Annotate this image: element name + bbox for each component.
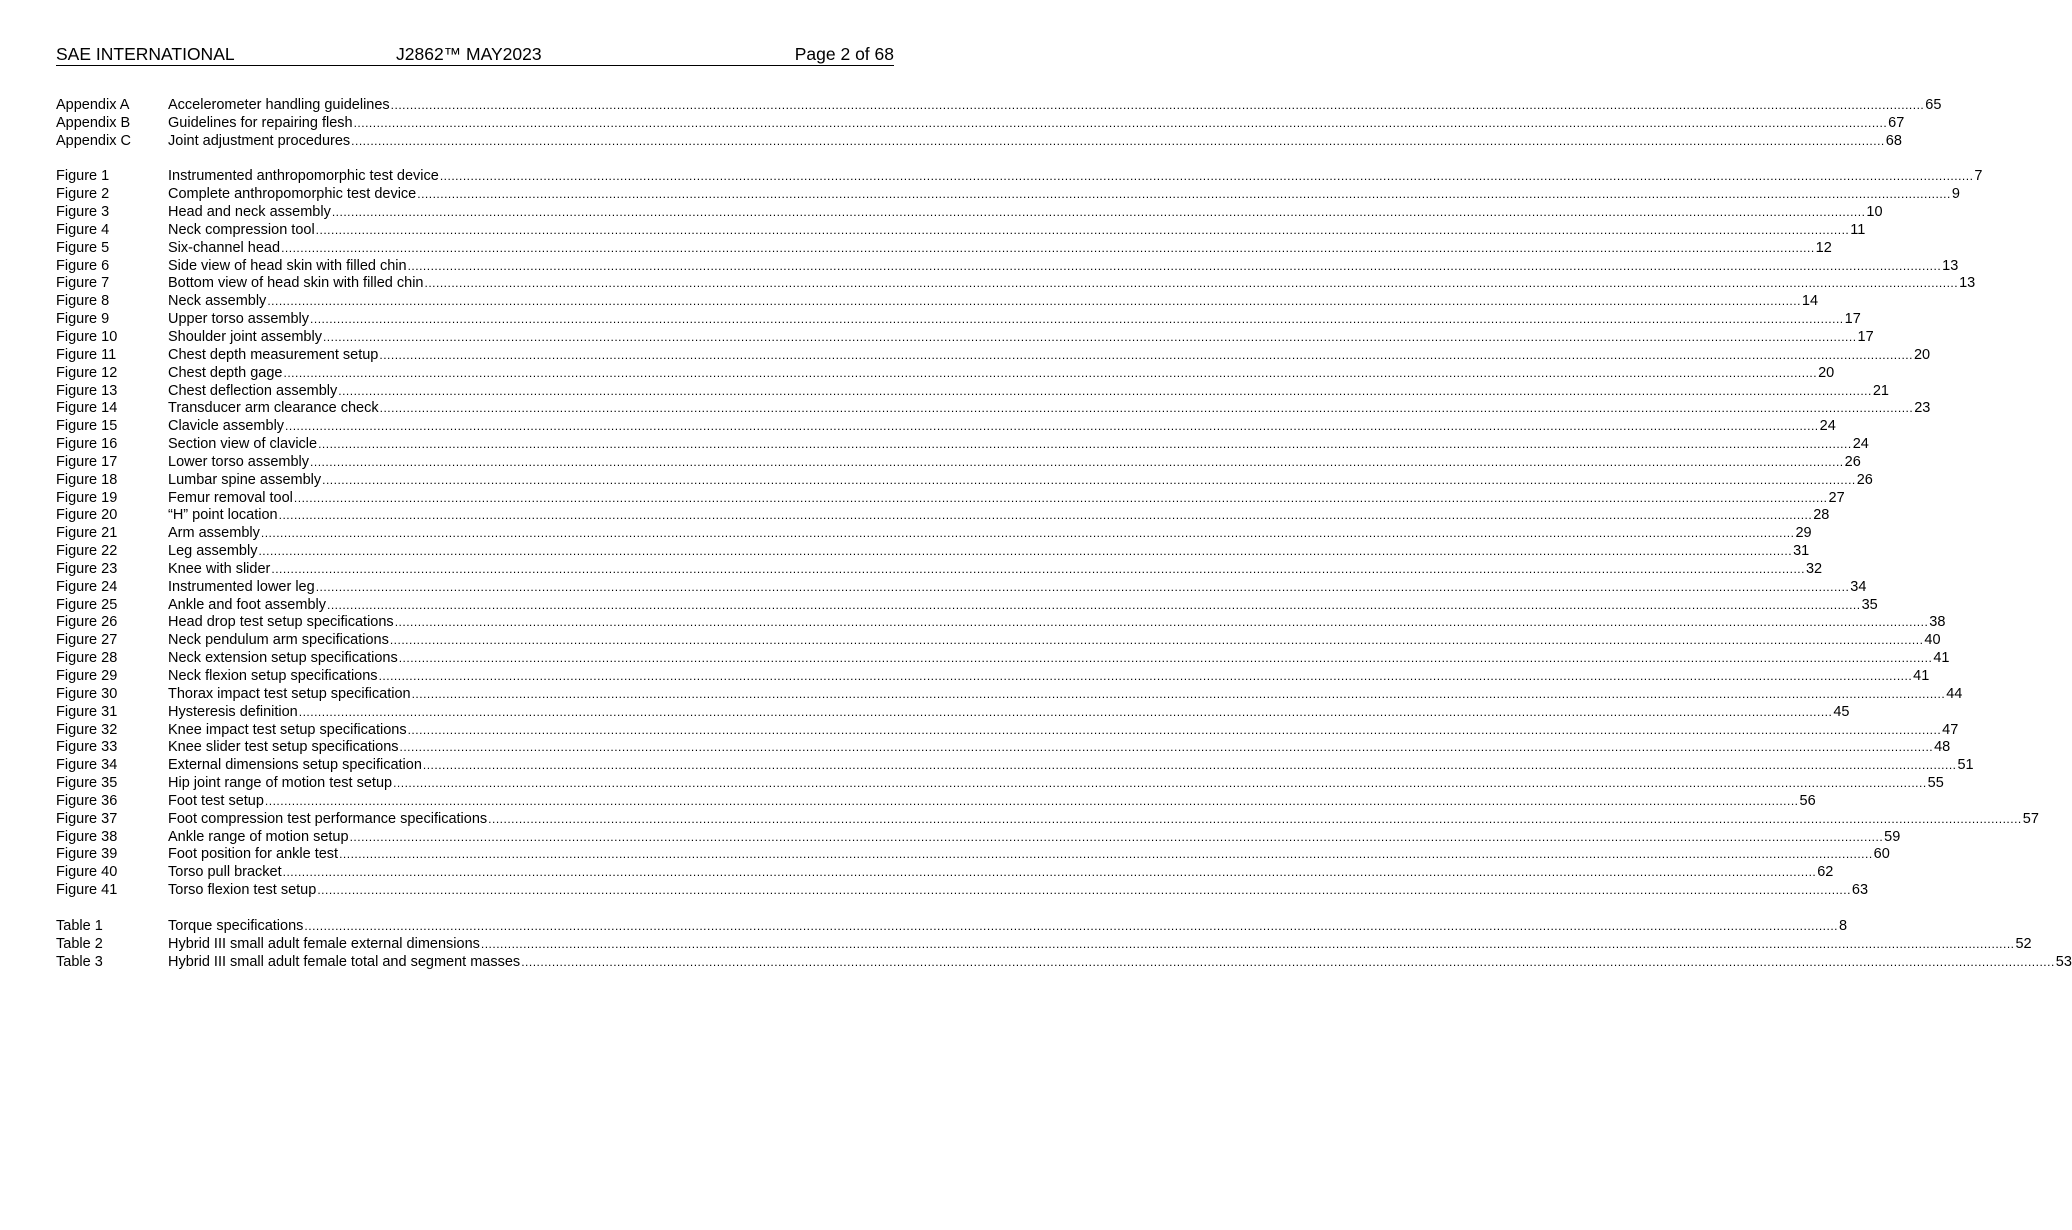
toc-entry-label: Figure 29 (56, 668, 118, 684)
toc-entry[interactable] (56, 293, 1819, 311)
toc-entry-page: 41 (1933, 650, 1950, 667)
toc-entry[interactable] (56, 97, 1942, 115)
toc-entry[interactable] (56, 400, 1931, 418)
toc-entry-label: Figure 7 (56, 275, 110, 292)
dot-leader: ................................................................................................................................................................................................................................................................................................................................................................................................................ (338, 383, 1872, 398)
toc-entry-page: 10 (1866, 204, 1883, 221)
dot-leader: ................................................................................................................................................................................................................................................................................................................................................................................................................ (326, 597, 1861, 612)
toc-entry[interactable] (56, 650, 1950, 668)
dot-leader: ................................................................................................................................................................................................................................................................................................................................................................................................................ (331, 205, 1866, 220)
toc-entry-page: 7 (1974, 168, 1983, 185)
dot-leader: ................................................................................................................................................................................................................................................................................................................................................................................................................ (260, 526, 1795, 541)
toc-entry-title: Hybrid III small adult female external dimensions (168, 935, 480, 952)
toc-entry-title: Hysteresis definition (168, 703, 298, 720)
toc-entry-page: 38 (1929, 614, 1946, 631)
toc-entry-page: 26 (1856, 471, 1873, 488)
dot-leader: ................................................................................................................................................................................................................................................................................................................................................................................................................ (281, 240, 1815, 255)
toc-entry[interactable] (56, 864, 1834, 882)
toc-entry[interactable] (56, 328, 1874, 347)
toc-entry-page: 14 (1801, 293, 1819, 310)
dot-leader: ................................................................................................................................................................................................................................................................................................................................................................................................................ (322, 329, 1857, 344)
toc-entry-page: 67 (1888, 114, 1905, 131)
toc-entry-title: Lower torso assembly (168, 453, 310, 470)
dot-leader: ................................................................................................................................................................................................................................................................................................................................................................................................................ (411, 686, 1946, 701)
toc-entry-title: Head drop test setup specifications (168, 614, 394, 631)
toc-entry-label: Figure 41 (56, 882, 118, 899)
toc-entry-label: Figure 11 (56, 346, 117, 363)
toc-entry-page: 12 (1815, 239, 1832, 256)
section-gap (56, 151, 894, 169)
toc-entry-title: Accelerometer handling guidelines (168, 97, 390, 113)
toc-entry[interactable] (56, 757, 1974, 775)
toc-entry[interactable] (56, 257, 1959, 276)
dot-leader: ................................................................................................................................................................................................................................................................................................................................................................................................................ (264, 793, 1799, 808)
toc-entry-label: Figure 6 (56, 257, 110, 274)
toc-entry-page: 9 (1951, 186, 1960, 203)
figure-list (56, 168, 2039, 900)
table-list (56, 917, 2072, 972)
dot-leader: ................................................................................................................................................................................................................................................................................................................................................................................................................ (349, 829, 1884, 844)
toc-entry[interactable] (56, 703, 1850, 722)
toc-entry-title: Six-channel head (168, 239, 281, 256)
toc-entry-title: Foot compression test performance specifications (168, 810, 488, 827)
dot-leader: ................................................................................................................................................................................................................................................................................................................................................................................................................ (267, 294, 1801, 309)
appendix-list (56, 97, 1942, 151)
toc-entry-title: Hybrid III small adult female total and segment masses (168, 953, 521, 970)
toc-entry-title: Bottom view of head skin with filled chin (168, 275, 424, 292)
toc-entry-title: External dimensions setup specification (168, 757, 422, 774)
toc-entry[interactable] (56, 721, 1959, 740)
toc-entry[interactable] (56, 614, 1946, 632)
dot-leader: ................................................................................................................................................................................................................................................................................................................................................................................................................ (351, 133, 1885, 148)
dot-leader: ................................................................................................................................................................................................................................................................................................................................................................................................................ (407, 722, 1942, 737)
toc-entry[interactable] (56, 828, 1901, 847)
toc-entry-page: 21 (1872, 382, 1889, 399)
toc-entry-page: 55 (1927, 775, 1944, 792)
toc-entry-title: Femur removal tool (168, 489, 293, 506)
dot-leader: ................................................................................................................................................................................................................................................................................................................................................................................................................ (315, 579, 1850, 594)
toc-entry[interactable] (56, 775, 1944, 793)
toc-entry-title: Leg assembly (168, 543, 258, 560)
toc-entry-label: Figure 35 (56, 775, 118, 792)
toc-entry-title: Transducer arm clearance check (168, 400, 379, 417)
dot-leader: ................................................................................................................................................................................................................................................................................................................................................................................................................ (439, 169, 1974, 184)
toc-entry-title: “H” point location (168, 507, 278, 524)
toc-entry-title: Joint adjustment procedures (168, 132, 351, 149)
toc-entry-label: Figure 10 (56, 328, 118, 345)
toc-entry[interactable] (56, 882, 1869, 900)
dot-leader: ................................................................................................................................................................................................................................................................................................................................................................................................................ (378, 669, 1913, 683)
toc-entry-page: 59 (1884, 828, 1901, 845)
toc-entry-page: 68 (1885, 132, 1902, 149)
dot-leader: ................................................................................................................................................................................................................................................................................................................................................................................................................ (424, 276, 1959, 291)
toc-entry-title: Knee with slider (168, 560, 271, 577)
toc-entry-title: Knee slider test setup specifications (168, 739, 399, 756)
toc-entry[interactable] (56, 436, 1869, 454)
toc-entry[interactable] (56, 632, 1941, 650)
toc-entry-title: Neck extension setup specifications (168, 650, 398, 667)
toc-entry-title: Foot position for ankle test (168, 846, 339, 863)
toc-entry-label: Figure 33 (56, 739, 118, 756)
dot-leader: ................................................................................................................................................................................................................................................................................................................................................................................................................ (379, 401, 1914, 416)
toc-entry-page: 51 (1957, 757, 1974, 774)
toc-entry[interactable] (56, 810, 2039, 829)
toc-entry[interactable] (56, 221, 1866, 240)
dot-leader: ................................................................................................................................................................................................................................................................................................................................................................................................................ (379, 347, 1913, 362)
dot-leader: ................................................................................................................................................................................................................................................................................................................................................................................................................ (390, 98, 1925, 112)
toc-entry-title: Foot test setup (168, 792, 264, 809)
toc-entry-title: Guidelines for repairing flesh (168, 114, 353, 131)
dot-leader: ................................................................................................................................................................................................................................................................................................................................................................................................................ (278, 508, 1813, 523)
dot-leader: ................................................................................................................................................................................................................................................................................................................................................................................................................ (298, 704, 1833, 719)
dot-leader: ................................................................................................................................................................................................................................................................................................................................................................................................................ (283, 365, 1818, 380)
dot-leader: ................................................................................................................................................................................................................................................................................................................................................................................................................ (407, 258, 1942, 273)
toc-entry-title: Ankle range of motion setup (168, 828, 349, 845)
toc-entry-label: Appendix C (56, 132, 131, 149)
toc-entry-label: Figure 21 (56, 525, 118, 542)
toc-entry-label: Figure 9 (56, 311, 110, 328)
toc-entry[interactable] (56, 168, 1983, 186)
dot-leader: ................................................................................................................................................................................................................................................................................................................................................................................................................ (293, 490, 1828, 505)
dot-leader: ................................................................................................................................................................................................................................................................................................................................................................................................................ (399, 740, 1934, 755)
toc-entry[interactable] (56, 935, 2032, 954)
dot-leader: ................................................................................................................................................................................................................................................................................................................................................................................................................ (393, 776, 1927, 791)
toc-entry[interactable] (56, 471, 1873, 490)
page-header (56, 43, 894, 66)
toc-entry[interactable] (56, 311, 1861, 329)
toc-entry-page: 13 (1942, 257, 1959, 274)
toc-entry-page: 35 (1861, 596, 1878, 613)
toc-entry-label: Figure 1 (56, 168, 110, 185)
toc-entry-page: 31 (1793, 543, 1810, 560)
toc-entry[interactable] (56, 668, 1930, 686)
toc-entry-title: Torso flexion test setup (168, 882, 317, 899)
toc-entry-title: Head and neck assembly (168, 204, 331, 221)
dot-leader: ................................................................................................................................................................................................................................................................................................................................................................................................................ (271, 561, 1805, 576)
dot-leader: ................................................................................................................................................................................................................................................................................................................................................................................................................ (310, 454, 1844, 469)
toc-entry-page: 53 (2055, 953, 2072, 970)
toc-entry-label: Figure 2 (56, 186, 110, 203)
toc-entry-label: Table 3 (56, 953, 103, 970)
toc-entry-label: Figure 20 (56, 507, 118, 524)
toc-entry-label: Figure 13 (56, 382, 118, 399)
toc-entry-page: 24 (1852, 436, 1869, 453)
dot-leader: ................................................................................................................................................................................................................................................................................................................................................................................................................ (488, 811, 2022, 826)
toc-entry-label: Figure 25 (56, 596, 118, 613)
header-doc-id: J2862™ MAY2023 (396, 44, 542, 64)
toc-entry-title: Neck flexion setup specifications (168, 668, 378, 684)
toc-entry-title: Lumbar spine assembly (168, 471, 322, 488)
dot-leader: ................................................................................................................................................................................................................................................................................................................................................................................................................ (389, 633, 1924, 648)
toc-entry-page: 57 (2022, 810, 2039, 827)
toc-entry-title: Chest depth measurement setup (168, 346, 379, 363)
toc-entry-label: Table 2 (56, 935, 103, 952)
toc-entry-page: 8 (1839, 917, 1848, 934)
table-of-contents (56, 97, 2072, 971)
dot-leader: ................................................................................................................................................................................................................................................................................................................................................................................................................ (322, 472, 1856, 487)
toc-entry-label: Figure 32 (56, 721, 118, 738)
toc-entry-page: 48 (1934, 739, 1951, 756)
toc-entry-title: Arm assembly (168, 525, 260, 542)
toc-entry-title: Instrumented lower leg (168, 578, 315, 595)
toc-entry-label: Figure 12 (56, 364, 118, 381)
toc-entry[interactable] (56, 132, 1902, 151)
toc-entry[interactable] (56, 489, 1845, 508)
dot-leader: ................................................................................................................................................................................................................................................................................................................................................................................................................ (394, 615, 1929, 630)
dot-leader: ................................................................................................................................................................................................................................................................................................................................................................................................................ (258, 544, 1793, 559)
toc-entry[interactable] (56, 917, 1848, 936)
toc-entry-label: Figure 28 (56, 650, 118, 667)
toc-entry-label: Figure 27 (56, 632, 118, 649)
toc-entry-page: 40 (1924, 632, 1941, 649)
toc-entry-label: Figure 38 (56, 828, 118, 845)
toc-entry-page: 52 (2015, 935, 2032, 952)
toc-entry-title: Complete anthropomorphic test device (168, 186, 417, 203)
dot-leader: ................................................................................................................................................................................................................................................................................................................................................................................................................ (317, 883, 1851, 898)
toc-entry-title: Neck compression tool (168, 221, 315, 238)
toc-entry-label: Figure 5 (56, 239, 110, 256)
toc-entry-label: Figure 22 (56, 543, 118, 560)
toc-entry-title: Section view of clavicle (168, 436, 318, 453)
toc-entry[interactable] (56, 560, 1823, 579)
toc-entry[interactable] (56, 739, 1951, 757)
toc-entry-label: Figure 14 (56, 400, 118, 417)
toc-entry-page: 20 (1913, 346, 1931, 363)
toc-entry-label: Appendix B (56, 114, 131, 131)
toc-entry-page: 17 (1844, 311, 1861, 328)
dot-leader: ................................................................................................................................................................................................................................................................................................................................................................................................................ (304, 918, 1839, 933)
toc-entry-title: Torso pull bracket (168, 864, 282, 881)
toc-entry-label: Appendix A (56, 97, 130, 113)
dot-leader: ................................................................................................................................................................................................................................................................................................................................................................................................................ (310, 312, 1844, 327)
toc-entry-title: Chest depth gage (168, 364, 283, 381)
dot-leader: ................................................................................................................................................................................................................................................................................................................................................................................................................ (521, 954, 2055, 969)
dot-leader: ................................................................................................................................................................................................................................................................................................................................................................................................................ (417, 187, 1951, 202)
toc-entry-page: 23 (1914, 400, 1931, 417)
toc-entry[interactable] (56, 346, 1931, 365)
toc-entry-label: Figure 40 (56, 864, 118, 881)
toc-entry-page: 24 (1819, 418, 1836, 435)
toc-entry[interactable] (56, 953, 2072, 972)
toc-entry-page: 60 (1873, 846, 1890, 863)
toc-entry[interactable] (56, 364, 1835, 383)
toc-entry[interactable] (56, 846, 1890, 864)
toc-entry-label: Figure 4 (56, 221, 110, 238)
header-page-number: Page 2 of 68 (794, 44, 894, 64)
toc-entry[interactable] (56, 685, 1963, 704)
toc-entry[interactable] (56, 578, 1867, 597)
toc-entry-title: Clavicle assembly (168, 418, 285, 435)
toc-entry-title: Chest deflection assembly (168, 382, 338, 399)
toc-entry-label: Figure 37 (56, 810, 118, 827)
toc-entry-label: Figure 39 (56, 846, 118, 863)
toc-entry-title: Upper torso assembly (168, 311, 310, 328)
toc-entry-page: 17 (1857, 328, 1874, 345)
toc-entry-label: Figure 31 (56, 703, 118, 720)
toc-entry-page: 26 (1844, 453, 1861, 470)
toc-entry-page: 29 (1795, 525, 1812, 542)
toc-entry-label: Figure 19 (56, 489, 118, 506)
toc-entry[interactable] (56, 596, 1878, 615)
toc-entry[interactable] (56, 507, 1830, 525)
toc-entry-page: 27 (1828, 489, 1845, 506)
dot-leader: ................................................................................................................................................................................................................................................................................................................................................................................................................ (339, 847, 1873, 862)
toc-entry[interactable] (56, 275, 1976, 293)
toc-entry-label: Figure 24 (56, 578, 118, 595)
dot-leader: ................................................................................................................................................................................................................................................................................................................................................................................................................ (480, 936, 2015, 951)
toc-entry[interactable] (56, 114, 1905, 133)
header-org: SAE INTERNATIONAL (56, 44, 235, 64)
toc-entry-title: Instrumented anthropomorphic test device (168, 168, 439, 185)
toc-entry-page: 63 (1851, 882, 1869, 899)
toc-entry-title: Ankle and foot assembly (168, 596, 326, 613)
toc-entry-label: Figure 36 (56, 792, 118, 809)
toc-entry-label: Figure 30 (56, 685, 118, 702)
dot-leader: ................................................................................................................................................................................................................................................................................................................................................................................................................ (422, 758, 1957, 773)
toc-entry-page: 32 (1805, 560, 1823, 577)
toc-entry-title: Neck pendulum arm specifications (168, 632, 389, 649)
toc-entry-page: 62 (1817, 864, 1834, 881)
toc-entry-title: Neck assembly (168, 293, 267, 310)
toc-entry-label: Figure 34 (56, 757, 118, 774)
toc-entry[interactable] (56, 204, 1883, 222)
toc-entry-page: 11 (1850, 221, 1866, 238)
dot-leader: ................................................................................................................................................................................................................................................................................................................................................................................................................ (285, 419, 1819, 434)
toc-entry-label: Table 1 (56, 917, 103, 934)
toc-entry-label: Figure 3 (56, 204, 110, 221)
dot-leader: ................................................................................................................................................................................................................................................................................................................................................................................................................ (398, 651, 1933, 666)
toc-entry-title: Hip joint range of motion test setup (168, 775, 393, 792)
dot-leader: ................................................................................................................................................................................................................................................................................................................................................................................................................ (353, 115, 1888, 130)
toc-entry-page: 20 (1818, 364, 1835, 381)
toc-entry-page: 47 (1942, 721, 1959, 738)
toc-entry-label: Figure 23 (56, 560, 118, 577)
toc-entry-page: 44 (1946, 685, 1963, 702)
toc-entry-label: Figure 16 (56, 436, 118, 453)
toc-entry-label: Figure 15 (56, 418, 118, 435)
toc-entry-page: 13 (1959, 275, 1976, 292)
toc-entry-label: Figure 17 (56, 453, 118, 470)
toc-entry[interactable] (56, 418, 1836, 436)
dot-leader: ................................................................................................................................................................................................................................................................................................................................................................................................................ (282, 865, 1817, 880)
toc-entry-page: 45 (1833, 703, 1850, 720)
toc-entry[interactable] (56, 525, 1812, 543)
toc-entry[interactable] (56, 186, 1960, 204)
toc-entry-title: Thorax impact test setup specification (168, 685, 411, 702)
toc-entry-label: Figure 18 (56, 471, 118, 488)
dot-leader: ................................................................................................................................................................................................................................................................................................................................................................................................................ (315, 222, 1850, 237)
toc-entry-label: Figure 8 (56, 293, 110, 310)
dot-leader: ................................................................................................................................................................................................................................................................................................................................................................................................................ (318, 437, 1852, 452)
toc-entry-page: 28 (1813, 507, 1830, 524)
toc-entry-page: 56 (1799, 792, 1816, 809)
toc-entry[interactable] (56, 453, 1861, 472)
toc-entry[interactable] (56, 543, 1810, 561)
toc-entry-title: Torque specifications (168, 917, 304, 934)
toc-entry-title: Shoulder joint assembly (168, 328, 322, 345)
section-gap (56, 900, 894, 918)
toc-entry[interactable] (56, 239, 1832, 258)
toc-entry-title: Side view of head skin with filled chin (168, 257, 407, 274)
toc-entry-page: 41 (1913, 668, 1930, 684)
toc-entry-label: Figure 26 (56, 614, 118, 631)
toc-entry-title: Knee impact test setup specifications (168, 721, 407, 738)
toc-entry-page: 34 (1850, 578, 1867, 595)
toc-entry-page: 65 (1925, 97, 1942, 113)
toc-entry[interactable] (56, 792, 1816, 811)
toc-entry[interactable] (56, 382, 1889, 401)
